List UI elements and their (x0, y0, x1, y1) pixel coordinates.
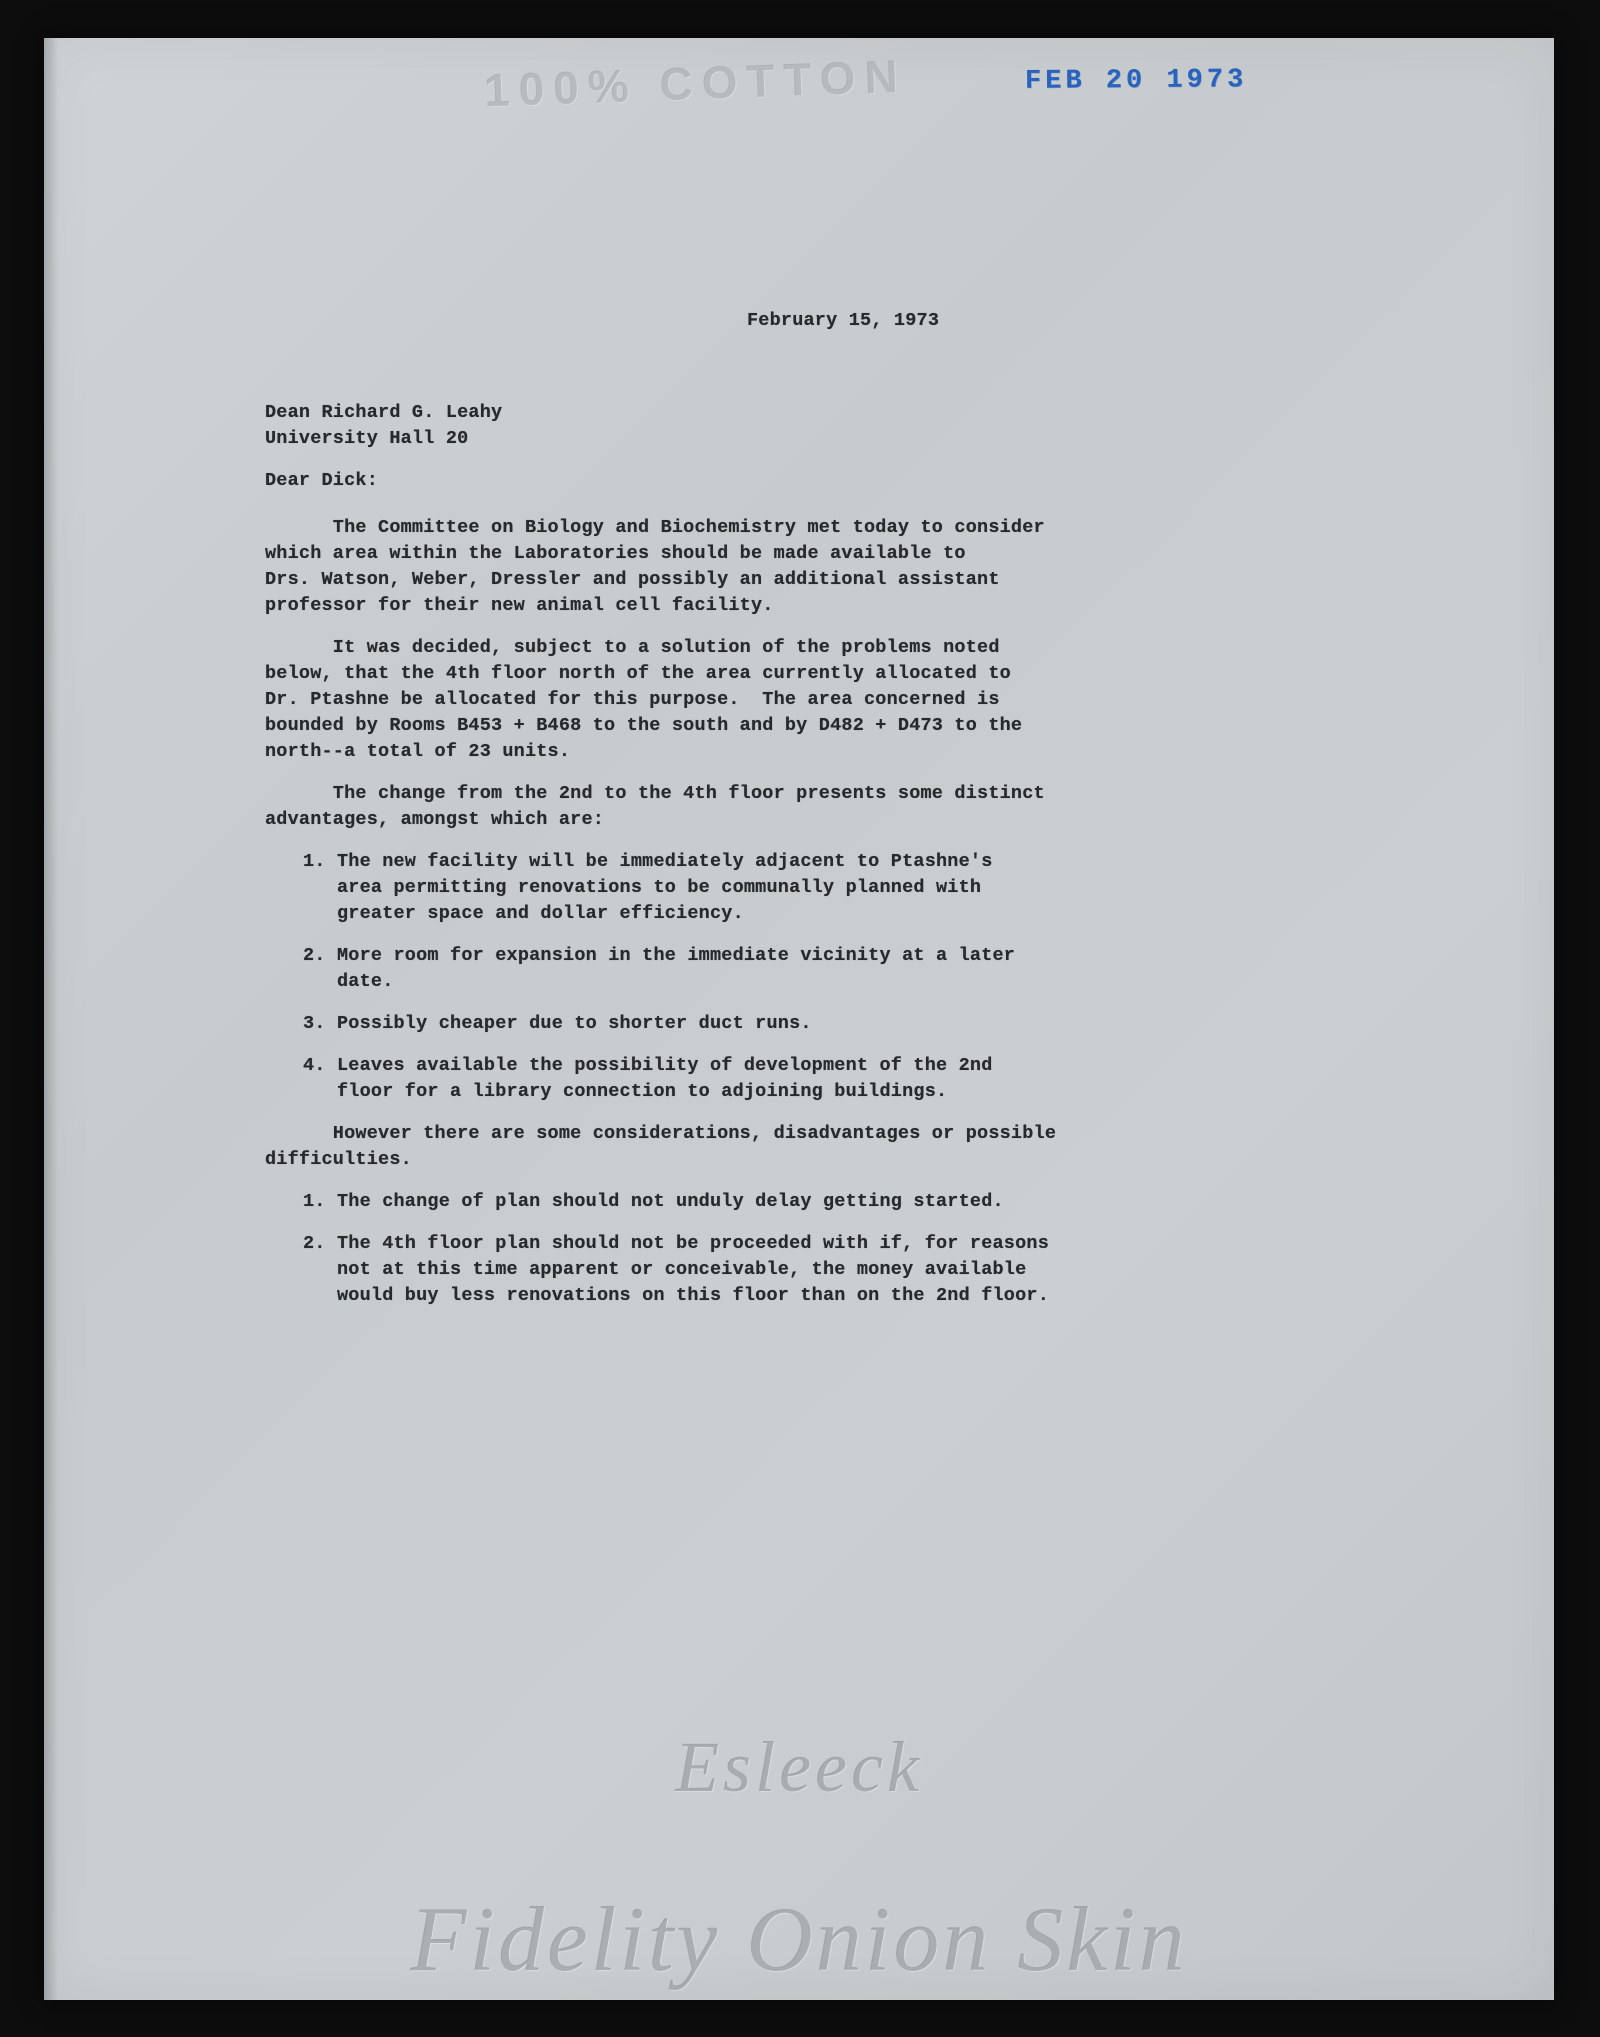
recipient-name: Dean Richard G. Leahy (265, 402, 503, 423)
cotton-watermark: 100% COTTON (483, 49, 908, 117)
letter-list-item (303, 1231, 1385, 1309)
list-item-text (337, 1231, 1049, 1309)
letter-line: bounded by Rooms B453 + B468 to the south and by D482 + D473 to the (265, 715, 1023, 736)
fidelity-onion-skin-watermark: Fidelity Onion Skin (410, 1888, 1188, 1990)
recipient-address: University Hall 20 (265, 428, 469, 449)
letter-line: floor for a library connection to adjoining buildings. (337, 1081, 948, 1102)
letter-line: The change from the 2nd to the 4th floor presents some distinct (265, 783, 1045, 804)
letter-date: February 15, 1973 (747, 310, 940, 331)
letter-paragraph (265, 1121, 1385, 1173)
letter-line: However there are some considerations, disadvantages or possible (265, 1123, 1057, 1144)
recipient-block (265, 400, 502, 452)
list-item-text (337, 1011, 812, 1037)
letter-line: not at this time apparent or conceivable, the money available (337, 1259, 1027, 1280)
letter-line: date. (337, 971, 394, 992)
letter-line: would buy less renovations on this floor than on the 2nd floor. (337, 1285, 1050, 1306)
letter-line: The 4th floor plan should not be proceeded with if, for reasons (337, 1233, 1050, 1254)
letter-paragraph (265, 635, 1385, 765)
letter-line: below, that the 4th floor north of the area currently allocated to (265, 663, 1011, 684)
onion-skin-paper (44, 38, 1554, 2000)
list-item-number: 1. (303, 1191, 326, 1212)
letter-line: Possibly cheaper due to shorter duct runs. (337, 1013, 812, 1034)
letter-line: area permitting renovations to be communally planned with (337, 877, 982, 898)
letter-line: It was decided, subject to a solution of the problems noted (265, 637, 1000, 658)
letter-line: north--a total of 23 units. (265, 741, 571, 762)
salutation: Dear Dick: (265, 470, 379, 491)
letter-line: Leaves available the possibility of development of the 2nd (337, 1055, 993, 1076)
list-item-text (337, 943, 1015, 995)
list-item-number: 4. (303, 1055, 326, 1076)
letter-line: More room for expansion in the immediate vicinity at a later (337, 945, 1016, 966)
list-item-number: 2. (303, 1233, 326, 1254)
list-item-number: 2. (303, 945, 326, 966)
list-item-text (337, 1053, 993, 1105)
esleeck-watermark: Esleeck (675, 1727, 923, 1807)
letter-list-item (303, 1053, 1385, 1105)
letter-line: Dr. Ptashne be allocated for this purpose. The area concerned is (265, 689, 1000, 710)
letter-line: which area within the Laboratories should be made available to (265, 543, 966, 564)
letter-list-item (303, 1011, 1385, 1037)
letter-line: The new facility will be immediately adjacent to Ptashne's (337, 851, 993, 872)
list-item-number: 1. (303, 851, 326, 872)
letter-line: professor for their new animal cell facility. (265, 595, 774, 616)
list-item-text (337, 849, 993, 927)
letter-line: The change of plan should not unduly delay getting started. (337, 1191, 1004, 1212)
list-item-text (337, 1189, 1004, 1215)
letter-list-item (303, 849, 1385, 927)
letter-paragraph (265, 515, 1385, 619)
letter-list-item (303, 1189, 1385, 1215)
letter-line: The Committee on Biology and Biochemistry met today to consider (265, 517, 1045, 538)
letter-line: advantages, amongst which are: (265, 809, 605, 830)
letter-line: difficulties. (265, 1149, 412, 1170)
letter-line: Drs. Watson, Weber, Dressler and possibly an additional assistant (265, 569, 1000, 590)
list-item-number: 3. (303, 1013, 326, 1034)
letter-body (265, 515, 1385, 1325)
letter-list-item (303, 943, 1385, 995)
letter-paragraph (265, 781, 1385, 833)
letter-line: greater space and dollar efficiency. (337, 903, 744, 924)
received-date-stamp: FEB 20 1973 (1024, 65, 1248, 97)
